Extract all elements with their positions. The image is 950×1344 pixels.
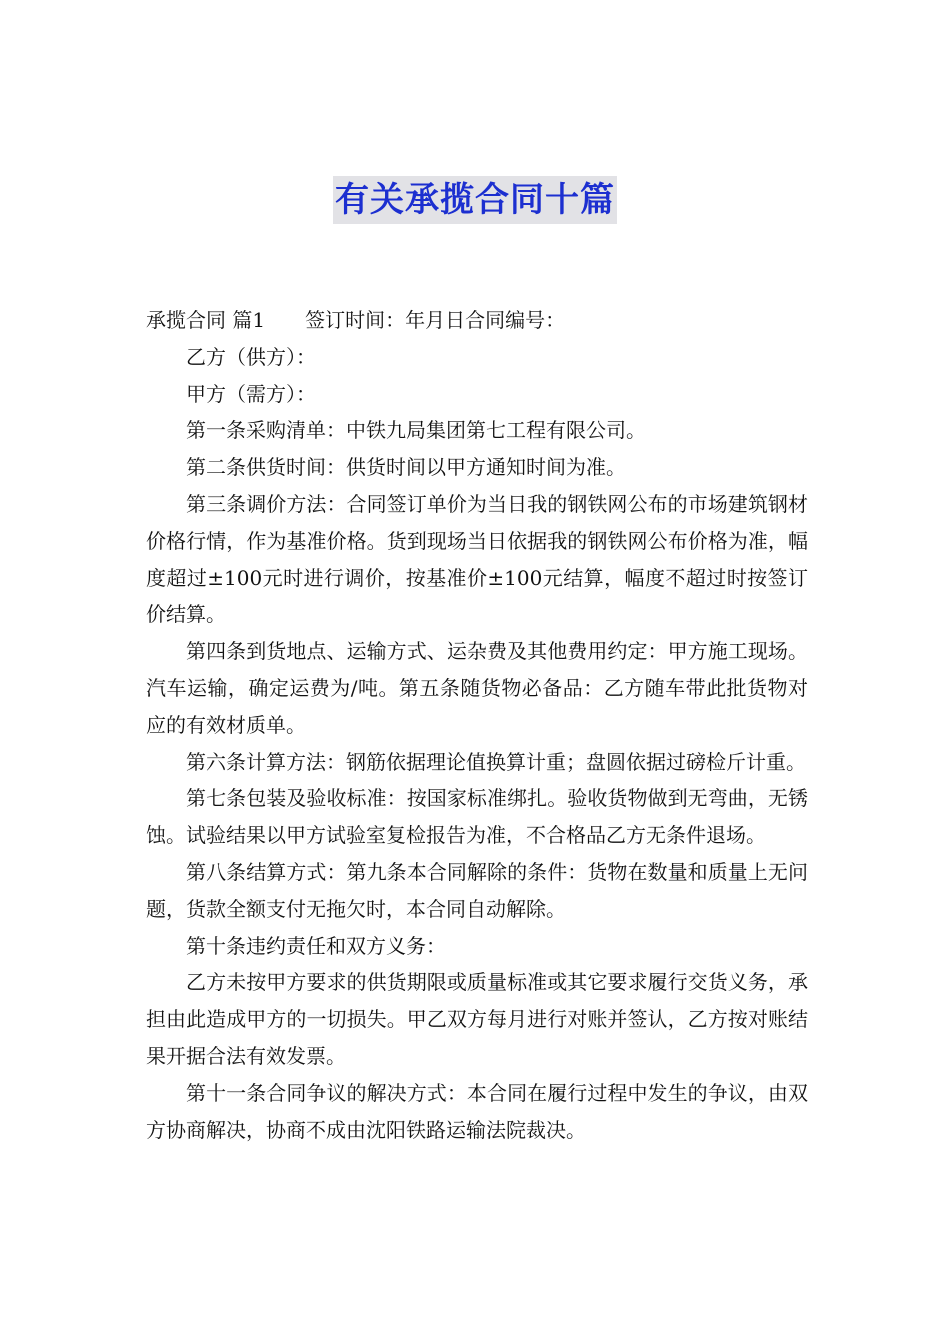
paragraph-article-11: 第十一条合同争议的解决方式：本合同在履行过程中发生的争议，由双方协商解决，协商不成由沈阳铁路运输法院裁决。 xyxy=(146,1080,808,1142)
paragraph-article-7: 第七条包装及验收标准：按国家标准绑扎。验收货物做到无弯曲，无锈蚀。试验结果以甲方试验室复检报告为准，不合格品乙方无条件退场。 xyxy=(146,786,808,848)
paragraph-party-b: 乙方（供方）： xyxy=(186,344,316,369)
paragraph-article-3: 第三条调价方法：合同签订单价为当日我的钢铁网公布的市场建筑钢材价格行情，作为基准价格。货到现场当日依据我的钢铁网公布价格为准，幅度超过±100元时进行调价，按基准价±100元结算，幅度不超过时按签订价结算。 xyxy=(146,491,808,627)
section-label: 承揽合同 篇1 xyxy=(146,308,266,332)
paragraph-article-10: 第十条违约责任和双方义务： xyxy=(186,933,446,958)
paragraph-article-1: 第一条采购清单：中铁九局集团第七工程有限公司。 xyxy=(186,418,646,443)
paragraph-obligations: 乙方未按甲方要求的供货期限或质量标准或其它要求履行交货义务，承担由此造成甲方的一切损失。甲乙双方每月进行对账并签认，乙方按对账结果开据合法有效发票。 xyxy=(146,970,808,1068)
paragraph-article-6: 第六条计算方法：钢筋依据理论值换算计重；盘圆依据过磅检斤计重。 xyxy=(186,749,806,774)
paragraph-party-a: 甲方（需方）： xyxy=(186,381,316,406)
sign-line: 签订时间：年月日合同编号： xyxy=(305,308,566,332)
paragraph-article-2: 第二条供货时间：供货时间以甲方通知时间为准。 xyxy=(186,455,626,480)
title-container xyxy=(0,176,950,224)
paragraph-article-4-5: 第四条到货地点、运输方式、运杂费及其他费用约定：甲方施工现场。汽车运输，确定运费为/吨。第五条随货物必备品：乙方随车带此批货物对应的有效材质单。 xyxy=(146,639,808,737)
section-header-line xyxy=(146,302,808,339)
paragraph-article-8-9: 第八条结算方式：第九条本合同解除的条件：货物在数量和质量上无问题，货款全额支付无拖欠时，本合同自动解除。 xyxy=(146,859,808,921)
document-body xyxy=(146,302,808,1148)
document-title: 有关承揽合同十篇 xyxy=(333,176,617,224)
